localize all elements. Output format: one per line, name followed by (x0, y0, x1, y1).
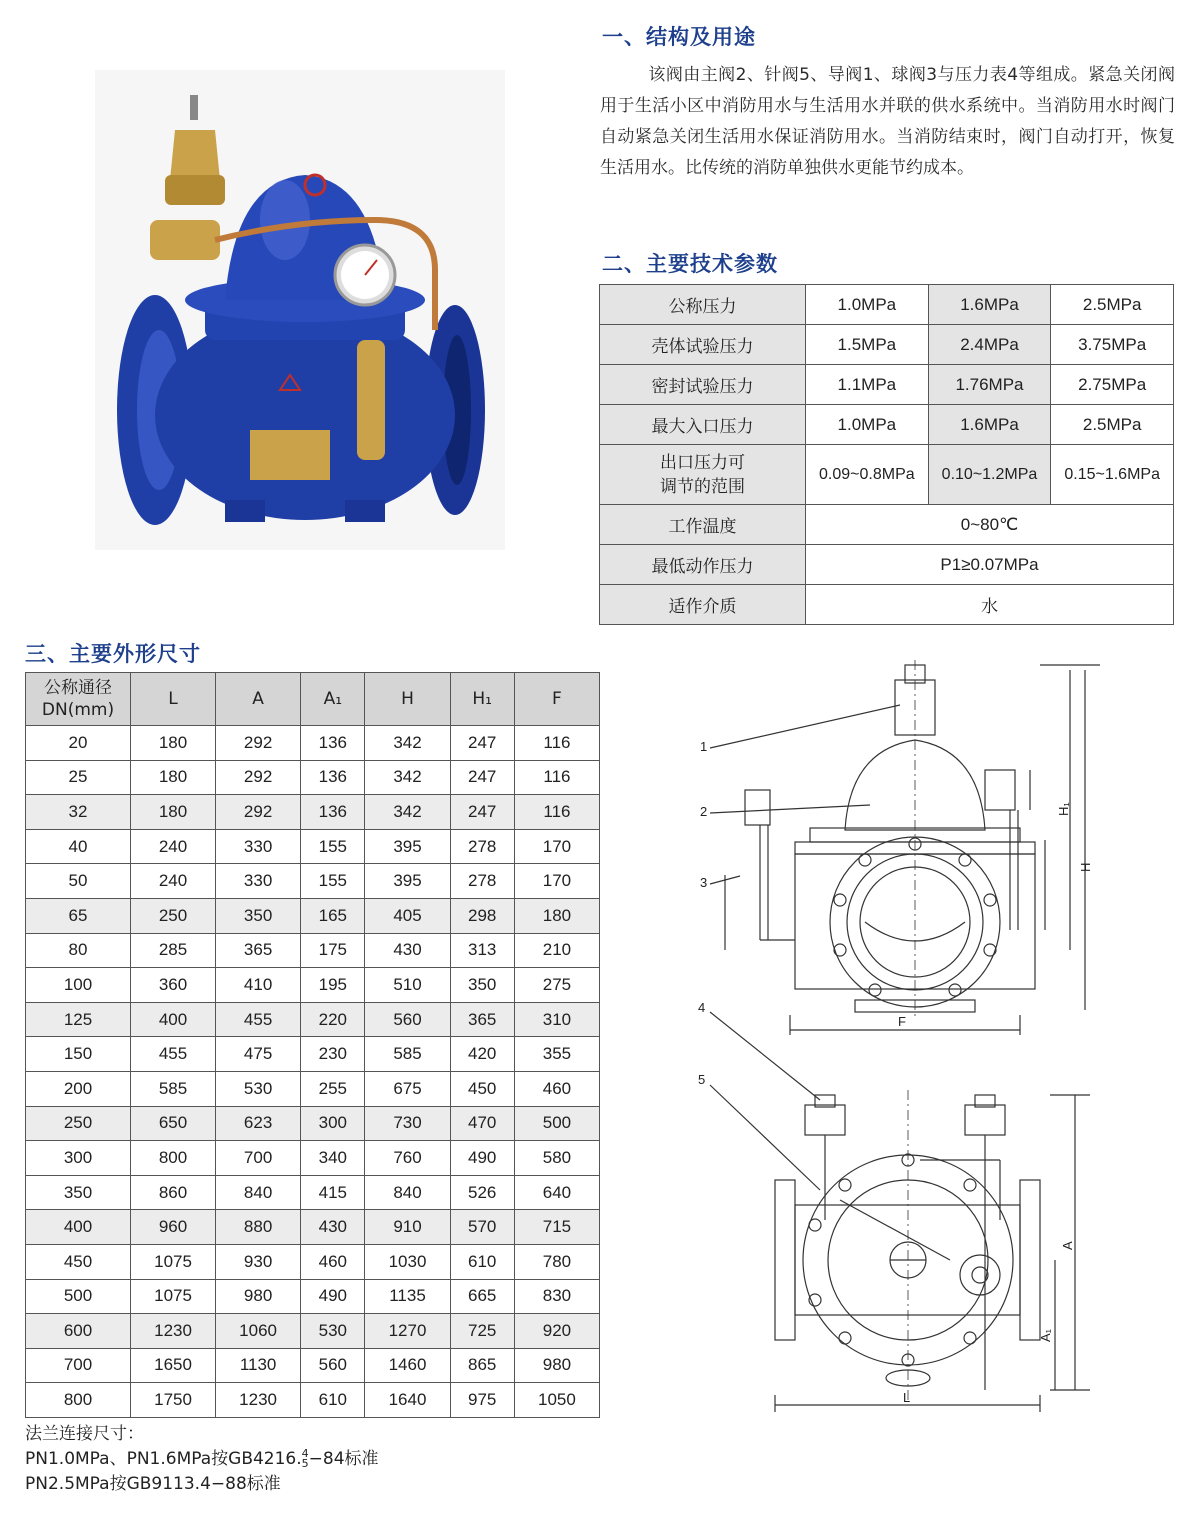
dim-cell: 275 (514, 968, 599, 1003)
param-label: 壳体试验压力 (600, 325, 806, 365)
callout-2: 2 (700, 804, 708, 819)
dim-cell: 405 (365, 898, 450, 933)
param-value: 0.10~1.2MPa (928, 445, 1051, 505)
param-value: 2.75MPa (1051, 365, 1174, 405)
dim-cell: 195 (301, 968, 365, 1003)
dim-cell: 155 (301, 829, 365, 864)
dim-cell: 298 (450, 898, 514, 933)
dim-cell: 220 (301, 1002, 365, 1037)
table-row (600, 505, 1174, 545)
dim-cell: 420 (450, 1037, 514, 1072)
dim-cell: 650 (131, 1106, 216, 1141)
section1-text: 该阀由主阀2、针阀5、导阀1、球阀3与压力表4等组成。紧急关闭阀用于生活小区中消防用水与生活用水并联的供水系统中。当消防用水时阀门自动紧急关闭生活用水保证消防用水。当消防结束时，阀门自动打开，恢复生活用水。比传统的消防单独供水更能节约成本。 (600, 65, 1175, 178)
dim-cell: 560 (301, 1348, 365, 1383)
dim-cell: 725 (450, 1314, 514, 1349)
param-value: 0~80℃ (806, 505, 1174, 545)
col-header-a: A (216, 673, 301, 726)
callout-4: 4 (698, 1000, 706, 1015)
section2-title: 二、主要技术参数 (602, 252, 778, 276)
dim-cell: 180 (131, 795, 216, 830)
dim-cell: 1230 (216, 1383, 301, 1418)
table-row (600, 545, 1174, 585)
dim-cell: 240 (131, 829, 216, 864)
dim-cell: 365 (216, 933, 301, 968)
dim-cell: 585 (365, 1037, 450, 1072)
dim-cell: 230 (301, 1037, 365, 1072)
param-label (600, 445, 806, 505)
dim-cell: 170 (514, 829, 599, 864)
dim-cell: 780 (514, 1244, 599, 1279)
dim-cell: 116 (514, 795, 599, 830)
dn-cell: 350 (26, 1175, 131, 1210)
dim-cell: 292 (216, 726, 301, 761)
dim-cell: 910 (365, 1210, 450, 1245)
dim-cell: 155 (301, 864, 365, 899)
param-label-line: 出口压力可 (660, 452, 745, 473)
dim-cell: 342 (365, 726, 450, 761)
dim-cell: 450 (450, 1071, 514, 1106)
dim-cell: 460 (301, 1244, 365, 1279)
dim-cell: 1270 (365, 1314, 450, 1349)
dim-cell: 530 (216, 1071, 301, 1106)
technical-drawing (690, 660, 1110, 1420)
dim-cell: 1640 (365, 1383, 450, 1418)
dim-cell: 340 (301, 1141, 365, 1176)
dim-cell: 247 (450, 726, 514, 761)
dn-cell: 700 (26, 1348, 131, 1383)
dim-cell: 585 (131, 1071, 216, 1106)
dim-cell: 136 (301, 795, 365, 830)
dim-cell: 730 (365, 1106, 450, 1141)
dim-cell: 400 (131, 1002, 216, 1037)
dim-cell: 860 (131, 1175, 216, 1210)
dim-cell: 510 (365, 968, 450, 1003)
dim-cell: 960 (131, 1210, 216, 1245)
section1-description (600, 60, 1175, 184)
dim-cell: 1135 (365, 1279, 450, 1314)
col-header-dn (26, 673, 131, 726)
dim-cell: 1230 (131, 1314, 216, 1349)
param-label: 工作温度 (600, 505, 806, 545)
col-header-h1: H₁ (450, 673, 514, 726)
col-header-a1: A₁ (301, 673, 365, 726)
table-row (600, 405, 1174, 445)
dim-cell: 1050 (514, 1383, 599, 1418)
note-line2-pre: PN1.0MPa、PN1.6MPa按GB4216. (25, 1449, 302, 1469)
dim-cell: 475 (216, 1037, 301, 1072)
dim-cell: 580 (514, 1141, 599, 1176)
table-row (26, 1314, 600, 1349)
dn-cell: 200 (26, 1071, 131, 1106)
note-line3: PN2.5MPa按GB9113.4−88标准 (25, 1474, 281, 1494)
dim-cell: 570 (450, 1210, 514, 1245)
table-row (26, 898, 600, 933)
param-value: 1.0MPa (806, 405, 929, 445)
table-row (26, 1106, 600, 1141)
dim-cell: 136 (301, 760, 365, 795)
table-row (600, 325, 1174, 365)
dn-cell: 500 (26, 1279, 131, 1314)
dim-cell: 278 (450, 829, 514, 864)
dn-cell: 80 (26, 933, 131, 968)
dn-cell: 32 (26, 795, 131, 830)
param-label: 最大入口压力 (600, 405, 806, 445)
dim-cell: 1030 (365, 1244, 450, 1279)
col-header-dn-line2: DN(mm) (41, 700, 115, 720)
dim-cell: 313 (450, 933, 514, 968)
col-header-l: L (131, 673, 216, 726)
dim-cell: 342 (365, 760, 450, 795)
callout-1: 1 (700, 739, 708, 754)
dim-cell: 116 (514, 760, 599, 795)
table-row (26, 1002, 600, 1037)
dim-cell: 760 (365, 1141, 450, 1176)
dim-cell: 430 (365, 933, 450, 968)
dim-cell: 920 (514, 1314, 599, 1349)
table-row (26, 1244, 600, 1279)
col-header-dn-line1: 公称通径 (44, 678, 112, 698)
dim-cell: 278 (450, 864, 514, 899)
dim-cell: 1750 (131, 1383, 216, 1418)
dim-cell: 1650 (131, 1348, 216, 1383)
table-row (26, 968, 600, 1003)
dim-cell: 355 (514, 1037, 599, 1072)
dim-cell: 470 (450, 1106, 514, 1141)
section1-title: 一、结构及用途 (602, 25, 756, 49)
tech-params-table (599, 284, 1174, 625)
table-header-row (26, 673, 600, 726)
table-row (600, 365, 1174, 405)
dim-cell: 460 (514, 1071, 599, 1106)
dim-cell: 665 (450, 1279, 514, 1314)
dn-cell: 25 (26, 760, 131, 795)
table-row (26, 1383, 600, 1418)
dim-cell: 330 (216, 864, 301, 899)
dim-cell: 350 (450, 968, 514, 1003)
dim-label-h1: H₁ (1056, 802, 1071, 816)
dn-cell: 400 (26, 1210, 131, 1245)
dim-cell: 980 (216, 1279, 301, 1314)
dim-cell: 300 (301, 1106, 365, 1141)
param-label: 公称压力 (600, 285, 806, 325)
dim-cell: 640 (514, 1175, 599, 1210)
dim-cell: 490 (450, 1141, 514, 1176)
table-row (26, 933, 600, 968)
dn-cell: 450 (26, 1244, 131, 1279)
dim-cell: 1460 (365, 1348, 450, 1383)
dim-cell: 180 (514, 898, 599, 933)
dim-cell: 700 (216, 1141, 301, 1176)
table-row (26, 1037, 600, 1072)
dim-cell: 350 (216, 898, 301, 933)
dim-cell: 830 (514, 1279, 599, 1314)
dn-cell: 600 (26, 1314, 131, 1349)
table-row (26, 1141, 600, 1176)
dim-cell: 116 (514, 726, 599, 761)
param-value: 2.4MPa (928, 325, 1051, 365)
dim-cell: 800 (131, 1141, 216, 1176)
param-value: 水 (806, 585, 1174, 625)
dim-cell: 1075 (131, 1279, 216, 1314)
dim-cell: 285 (131, 933, 216, 968)
dim-cell: 980 (514, 1348, 599, 1383)
col-header-h: H (365, 673, 450, 726)
dim-cell: 975 (450, 1383, 514, 1418)
dimensions-table (25, 672, 600, 1418)
dim-cell: 675 (365, 1071, 450, 1106)
dim-cell: 840 (216, 1175, 301, 1210)
dim-cell: 530 (301, 1314, 365, 1349)
table-row (600, 285, 1174, 325)
param-value: 2.5MPa (1051, 405, 1174, 445)
col-header-f: F (514, 673, 599, 726)
dim-cell: 180 (131, 760, 216, 795)
param-label-line: 调节的范围 (660, 476, 745, 497)
dim-cell: 1060 (216, 1314, 301, 1349)
flange-notes (25, 1422, 379, 1497)
param-label: 密封试验压力 (600, 365, 806, 405)
table-row (26, 864, 600, 899)
dim-cell: 180 (131, 726, 216, 761)
table-row (26, 1175, 600, 1210)
dn-cell: 40 (26, 829, 131, 864)
dn-cell: 100 (26, 968, 131, 1003)
dim-label-a1: A₁ (1038, 1328, 1053, 1342)
dim-cell: 415 (301, 1175, 365, 1210)
dim-cell: 365 (450, 1002, 514, 1037)
table-row (26, 1279, 600, 1314)
dim-cell: 395 (365, 829, 450, 864)
table-row (26, 760, 600, 795)
dn-cell: 50 (26, 864, 131, 899)
dim-cell: 360 (131, 968, 216, 1003)
dim-cell: 250 (131, 898, 216, 933)
dim-cell: 255 (301, 1071, 365, 1106)
table-row (600, 585, 1174, 625)
table-row (26, 1210, 600, 1245)
param-label: 最低动作压力 (600, 545, 806, 585)
param-value: 2.5MPa (1051, 285, 1174, 325)
param-value: P1≥0.07MPa (806, 545, 1174, 585)
dim-cell: 880 (216, 1210, 301, 1245)
dn-cell: 150 (26, 1037, 131, 1072)
dim-label-h: H (1078, 862, 1093, 872)
section3-title: 三、主要外形尺寸 (25, 642, 201, 666)
dim-cell: 342 (365, 795, 450, 830)
dim-cell: 165 (301, 898, 365, 933)
dim-cell: 560 (365, 1002, 450, 1037)
note-line2-sup: 4 (301, 1447, 309, 1460)
dn-cell: 125 (26, 1002, 131, 1037)
dim-label-l: L (903, 1390, 911, 1405)
dim-cell: 395 (365, 864, 450, 899)
dn-cell: 250 (26, 1106, 131, 1141)
dim-cell: 610 (450, 1244, 514, 1279)
dim-cell: 610 (301, 1383, 365, 1418)
dim-cell: 292 (216, 795, 301, 830)
dim-cell: 292 (216, 760, 301, 795)
dim-cell: 175 (301, 933, 365, 968)
dim-cell: 715 (514, 1210, 599, 1245)
table-row (26, 1071, 600, 1106)
param-value: 0.09~0.8MPa (806, 445, 929, 505)
dim-cell: 840 (365, 1175, 450, 1210)
table-row (600, 445, 1174, 505)
dim-cell: 490 (301, 1279, 365, 1314)
dim-cell: 247 (450, 795, 514, 830)
dn-cell: 20 (26, 726, 131, 761)
dim-cell: 136 (301, 726, 365, 761)
dim-cell: 210 (514, 933, 599, 968)
dn-cell: 300 (26, 1141, 131, 1176)
table-row (26, 795, 600, 830)
callout-5: 5 (698, 1072, 706, 1087)
note-line2-sub: 5 (301, 1457, 309, 1470)
dim-cell: 500 (514, 1106, 599, 1141)
dn-cell: 65 (26, 898, 131, 933)
dim-cell: 310 (514, 1002, 599, 1037)
dn-cell: 800 (26, 1383, 131, 1418)
table-row (26, 1348, 600, 1383)
dim-cell: 410 (216, 968, 301, 1003)
dim-cell: 247 (450, 760, 514, 795)
param-label: 适作介质 (600, 585, 806, 625)
note-line1: 法兰连接尺寸： (25, 1424, 144, 1444)
dim-cell: 930 (216, 1244, 301, 1279)
table-row (26, 829, 600, 864)
note-line2 (25, 1447, 379, 1472)
param-value: 1.5MPa (806, 325, 929, 365)
param-value: 1.1MPa (806, 365, 929, 405)
dim-cell: 330 (216, 829, 301, 864)
dim-label-a: A (1060, 1241, 1075, 1250)
param-value: 1.6MPa (928, 405, 1051, 445)
note-line2-post: −84标准 (308, 1449, 379, 1469)
dim-cell: 455 (131, 1037, 216, 1072)
dim-cell: 240 (131, 864, 216, 899)
dim-cell: 1075 (131, 1244, 216, 1279)
dim-cell: 455 (216, 1002, 301, 1037)
param-value: 1.76MPa (928, 365, 1051, 405)
param-value: 1.6MPa (928, 285, 1051, 325)
valve-photo (95, 70, 505, 550)
callout-3: 3 (700, 875, 708, 890)
param-value: 0.15~1.6MPa (1051, 445, 1174, 505)
table-row (26, 726, 600, 761)
dim-cell: 526 (450, 1175, 514, 1210)
dim-cell: 430 (301, 1210, 365, 1245)
param-value: 3.75MPa (1051, 325, 1174, 365)
dim-cell: 623 (216, 1106, 301, 1141)
dim-cell: 865 (450, 1348, 514, 1383)
dim-cell: 170 (514, 864, 599, 899)
dim-cell: 1130 (216, 1348, 301, 1383)
dim-label-f: F (898, 1014, 906, 1029)
param-value: 1.0MPa (806, 285, 929, 325)
